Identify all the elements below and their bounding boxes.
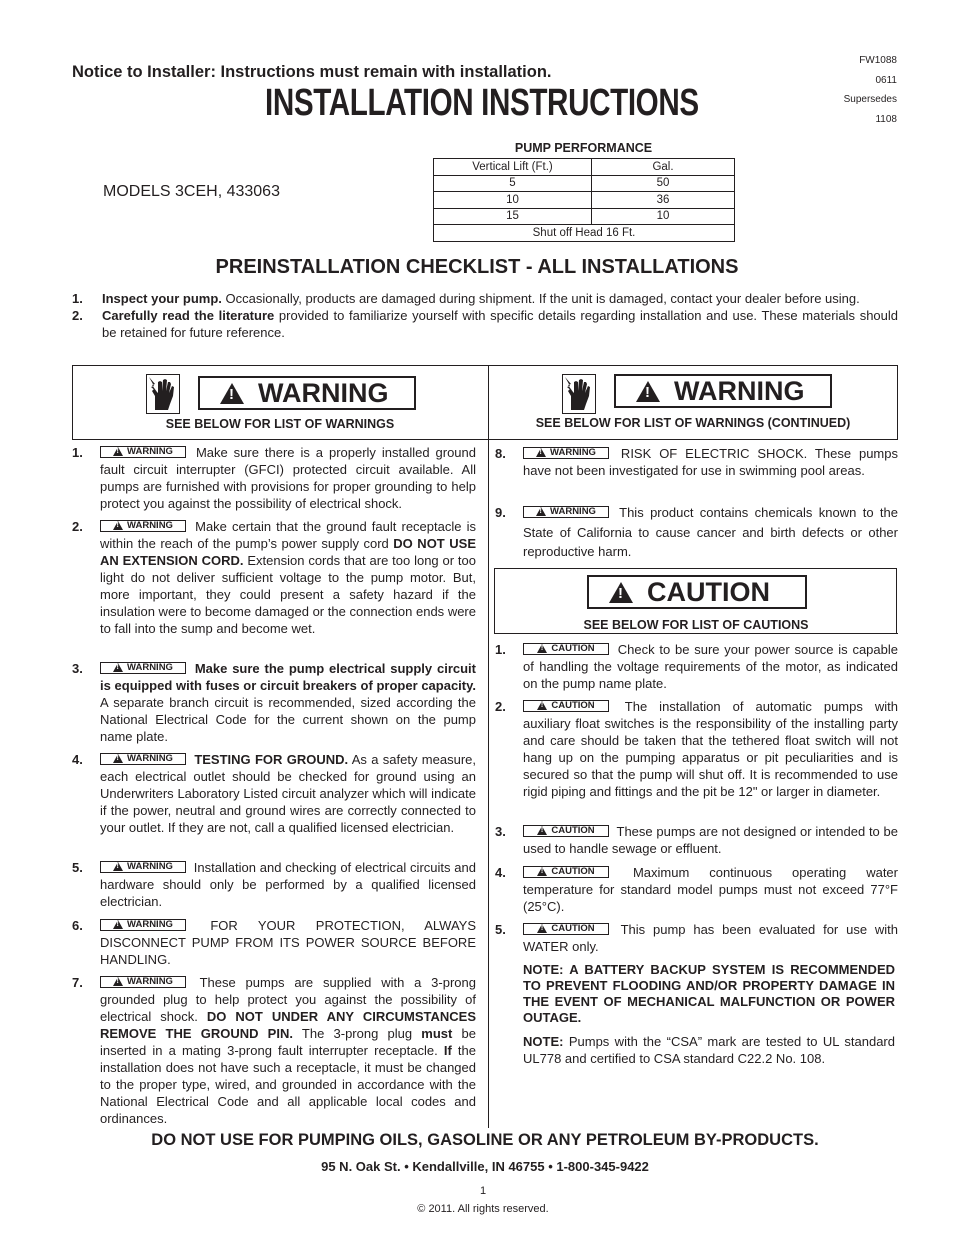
supersedes-code: 1108 <box>875 113 897 125</box>
item-text: FOR YOUR PROTECTION, ALWAYS DISCONNECT PUMP FROM ITS POWER SOURCE BEFORE HANDLING. <box>100 918 476 967</box>
warning-tag <box>100 520 186 532</box>
warning-tag-text: WARNING <box>127 752 173 764</box>
item-text: Installation and checking of electrical circuits and hardware should only be performed by a qualified licensed electrician. <box>100 860 476 909</box>
alert-triangle-icon <box>113 447 123 456</box>
item-number: 3. <box>495 824 506 839</box>
column-header-gal: Gal. <box>592 159 735 176</box>
preinstallation-list <box>72 290 898 341</box>
item-text: Check to be sure your power source is capable of handling the voltage requirements of the motor, as indicated on the pump name plate. <box>523 642 898 691</box>
item-number: 4. <box>72 752 83 767</box>
alert-triangle-icon <box>113 521 123 530</box>
item-text: the installation does not have such a receptacle, it must be changed to the proper type, wired, and grounded in accordance with the National Electrical Code and all applicable local codes and ordinances. <box>100 1043 476 1126</box>
see-cautions-label: SEE BELOW FOR LIST OF CAUTIONS <box>583 618 809 632</box>
list-item-text: Occasionally, products are damaged during shipment. If the unit is damaged, contact your dealer before using. <box>221 291 860 306</box>
battery-backup-note: NOTE: A BATTERY BACKUP SYSTEM IS RECOMMENDED TO PREVENT FLOODING AND/OR PROPERTY DAMAGE IN THE EVENT OF MECHANICAL MALFUNCTION OR POWER OUTAGE. <box>523 962 895 1025</box>
caution-tag-text: CAUTION <box>551 824 595 836</box>
document-id-block <box>844 51 897 129</box>
supersedes-label: Supersedes <box>843 94 897 105</box>
warning-item <box>72 917 476 968</box>
item-number: 6. <box>72 918 83 933</box>
warning-item <box>495 445 898 479</box>
item-number: 4. <box>495 865 506 880</box>
item-number: 7. <box>72 975 83 990</box>
warning-tag-text: WARNING <box>127 975 173 987</box>
item-text: Extension cords that are too long or too light do not deliver sufficient voltage to the pump motor. But, more important, they could present a safety hazard if the insulation were to become damaged or the connection ends were to fall into the sump and become wet. <box>100 553 477 636</box>
warning-tag <box>100 753 186 765</box>
divider <box>494 633 898 634</box>
alert-triangle-icon <box>636 381 660 402</box>
alert-triangle-icon <box>537 644 547 653</box>
caution-tag-text: CAUTION <box>551 865 595 877</box>
doc-date: 0611 <box>875 74 897 86</box>
item-text: The installation of automatic pumps with auxiliary float switches is the responsibility of the installing party and care should be taken that the tethered float switch will not hang up on the pumping apparatus or pit peculiarities and is secured so that the pump will shut off. It is recommended to use rigid piping and fittings and the pit be 12" or larger in diameter. <box>523 699 898 799</box>
warning-sign <box>614 374 832 408</box>
item-number: 2. <box>495 699 506 714</box>
item-emphasis: If <box>443 1043 452 1058</box>
alert-triangle-icon <box>536 448 546 457</box>
warning-sign <box>198 376 416 410</box>
alert-triangle-icon <box>537 924 547 933</box>
table-cell: 36 <box>592 192 735 209</box>
table-row <box>434 175 735 192</box>
petroleum-warning: DO NOT USE FOR PUMPING OILS, GASOLINE OR ANY PETROLEUM BY-PRODUCTS. <box>151 1131 819 1149</box>
alert-triangle-icon <box>537 701 547 710</box>
item-text: Make sure there is a properly installed ground fault circuit interrupter (GFCI) protected circuit available. All pumps are furnished with provisions for proper grounding to help protect you against the possibility of electrical shock. <box>100 445 476 511</box>
table-cell: 5 <box>434 175 592 192</box>
item-number: 1. <box>72 445 83 460</box>
caution-item <box>495 864 898 915</box>
item-number: 8. <box>495 446 506 461</box>
installer-notice: Notice to Installer: Instructions must remain with installation. <box>72 63 552 81</box>
warning-tag-text: WARNING <box>127 860 173 872</box>
caution-item <box>495 921 898 955</box>
list-item <box>72 290 898 307</box>
warning-item <box>72 974 476 1127</box>
item-emphasis: TESTING FOR GROUND. <box>190 752 349 767</box>
caution-tag <box>523 700 609 712</box>
caution-item <box>495 823 898 857</box>
page-title: INSTALLATION INSTRUCTIONS <box>265 82 699 124</box>
alert-triangle-icon <box>220 383 244 404</box>
electric-shock-hazard-icon <box>562 374 596 414</box>
alert-triangle-icon <box>537 867 547 876</box>
item-emphasis: must <box>421 1026 453 1041</box>
item-emphasis: Make sure the pump electrical supply circuit is equipped with fuses or circuit breakers of proper capacity. <box>100 661 476 693</box>
item-text: The 3-prong plug <box>292 1026 422 1041</box>
doc-code: FW1088 <box>859 55 897 66</box>
item-number: 5. <box>495 922 506 937</box>
warning-item <box>72 518 476 637</box>
warning-tag-text: WARNING <box>550 446 596 458</box>
caution-item <box>495 641 898 692</box>
item-text: A separate branch circuit is recommended, sized according the National Electrical Code for the current shown on the pump name plate. <box>100 695 476 744</box>
alert-triangle-icon <box>537 826 547 835</box>
alert-triangle-icon <box>113 862 123 871</box>
see-warnings-label: SEE BELOW FOR LIST OF WARNINGS <box>165 417 395 431</box>
warning-sign-text: WARNING <box>258 377 389 408</box>
preinstallation-heading: PREINSTALLATION CHECKLIST - ALL INSTALLATIONS <box>215 256 739 278</box>
list-item <box>72 307 898 341</box>
item-text: Maximum continuous operating water temperature for standard model pumps must not exceed 77°F (25°C). <box>523 865 898 914</box>
warning-tag-text: WARNING <box>127 445 173 457</box>
table-cell: 10 <box>434 192 592 209</box>
alert-triangle-icon <box>536 507 546 516</box>
item-text: RISK OF ELECTRIC SHOCK. These pumps have not been investigated for use in swimming pool areas. <box>523 446 898 478</box>
warnings-box <box>72 365 898 1128</box>
electric-shock-hazard-icon <box>146 374 180 414</box>
item-text: Make certain that the ground fault receptacle is within the reach of the pump’s power supply cord <box>100 519 476 551</box>
divider <box>72 439 489 440</box>
note-label: NOTE: <box>523 1034 564 1049</box>
pump-performance-table <box>433 158 735 242</box>
column-divider <box>488 365 489 1128</box>
caution-tag <box>523 866 609 878</box>
table-cell: 10 <box>592 208 735 225</box>
caution-tag <box>523 643 609 655</box>
item-text: This pump has been evaluated for use with WATER only. <box>523 922 898 954</box>
warning-tag-text: WARNING <box>550 505 596 517</box>
item-number: 5. <box>72 860 83 875</box>
warning-tag <box>100 919 186 931</box>
alert-triangle-icon <box>113 754 123 763</box>
caution-item <box>495 698 898 800</box>
caution-tag-text: CAUTION <box>551 642 595 654</box>
pump-performance-title: PUMP PERFORMANCE <box>514 141 653 155</box>
item-emphasis: DO NOT USE AN EXTENSION CORD. <box>100 536 476 568</box>
company-address: 95 N. Oak St. • Kendallville, IN 46755 • 1-800-345-9422 <box>321 1159 649 1174</box>
warning-tag <box>523 447 609 459</box>
warning-item <box>72 859 476 910</box>
warning-item <box>72 444 476 512</box>
models-label: MODELS 3CEH, 433063 <box>103 183 280 200</box>
item-emphasis: DO NOT UNDER ANY CIRCUMSTANCES REMOVE THE GROUND PIN. <box>100 1009 476 1041</box>
divider <box>488 439 898 440</box>
list-item-lead: Inspect your pump. <box>102 291 222 306</box>
warning-tag-text: WARNING <box>127 918 173 930</box>
list-item-number: 1. <box>72 291 83 306</box>
item-number: 2. <box>72 519 83 534</box>
warning-item <box>72 751 476 836</box>
caution-sign <box>587 575 807 609</box>
caution-sign-text: CAUTION <box>647 576 770 607</box>
warning-sign-text: WARNING <box>674 375 805 406</box>
warning-tag-text: WARNING <box>127 519 173 531</box>
item-text: As a safety measure, each electrical outlet should be checked for ground using an Underwriters Laboratory Listed circuit analyzer which will indicate if the power, neutral and ground wires are correctly connected to your outlet. If they are not, call a qualified licensed electrician. <box>100 752 476 835</box>
column-header-lift: Vertical Lift (Ft.) <box>434 159 592 176</box>
warning-tag-text: WARNING <box>127 661 173 673</box>
table-header-row <box>434 159 735 176</box>
list-item-lead: Carefully read the literature <box>102 308 275 323</box>
item-text: These pumps are supplied with a 3-prong grounded plug to help protect you against the possibility of electrical shock. <box>100 975 476 1024</box>
item-number: 3. <box>72 661 83 676</box>
table-footer-row <box>434 225 735 242</box>
alert-triangle-icon <box>113 663 123 672</box>
list-item-text: provided to familiarize yourself with specific details regarding installation and use. These materials should be retained for future reference. <box>102 308 899 340</box>
table-cell: 15 <box>434 208 592 225</box>
table-cell: 50 <box>592 175 735 192</box>
warning-item <box>495 503 898 562</box>
warning-tag <box>100 662 186 674</box>
list-item-number: 2. <box>72 308 83 323</box>
caution-tag <box>523 825 609 837</box>
copyright: © 2011. All rights reserved. <box>417 1203 549 1215</box>
warning-tag <box>523 506 609 518</box>
warning-tag <box>100 446 186 458</box>
alert-triangle-icon <box>113 977 123 986</box>
warning-tag <box>100 976 186 988</box>
csa-note <box>523 1033 895 1067</box>
item-text: These pumps are not designed or intended to be used to handle sewage or effluent. <box>523 824 898 856</box>
note-text: Pumps with the “CSA” mark are tested to UL standard UL778 and certified to CSA standard C22.2 No. 108. <box>523 1034 895 1066</box>
see-warnings-continued-label: SEE BELOW FOR LIST OF WARNINGS (CONTINUED) <box>535 416 851 430</box>
shutoff-head-cell: Shut off Head 16 Ft. <box>434 225 735 242</box>
table-row <box>434 208 735 225</box>
item-number: 1. <box>495 642 506 657</box>
item-text: be inserted in a mating 3-prong fault interrupter receptacle. <box>100 1026 476 1058</box>
warning-tag <box>100 861 186 873</box>
alert-triangle-icon <box>113 920 123 929</box>
warning-item <box>72 660 476 745</box>
alert-triangle-icon <box>609 582 633 603</box>
caution-tag <box>523 923 609 935</box>
caution-tag-text: CAUTION <box>551 699 595 711</box>
table-row <box>434 192 735 209</box>
item-number: 9. <box>495 505 506 520</box>
item-text: This product contains chemicals known to the State of California to cause cancer and birth defects or other reproductive harm. <box>523 505 898 559</box>
page-number: 1 <box>479 1185 487 1197</box>
caution-tag-text: CAUTION <box>551 922 595 934</box>
